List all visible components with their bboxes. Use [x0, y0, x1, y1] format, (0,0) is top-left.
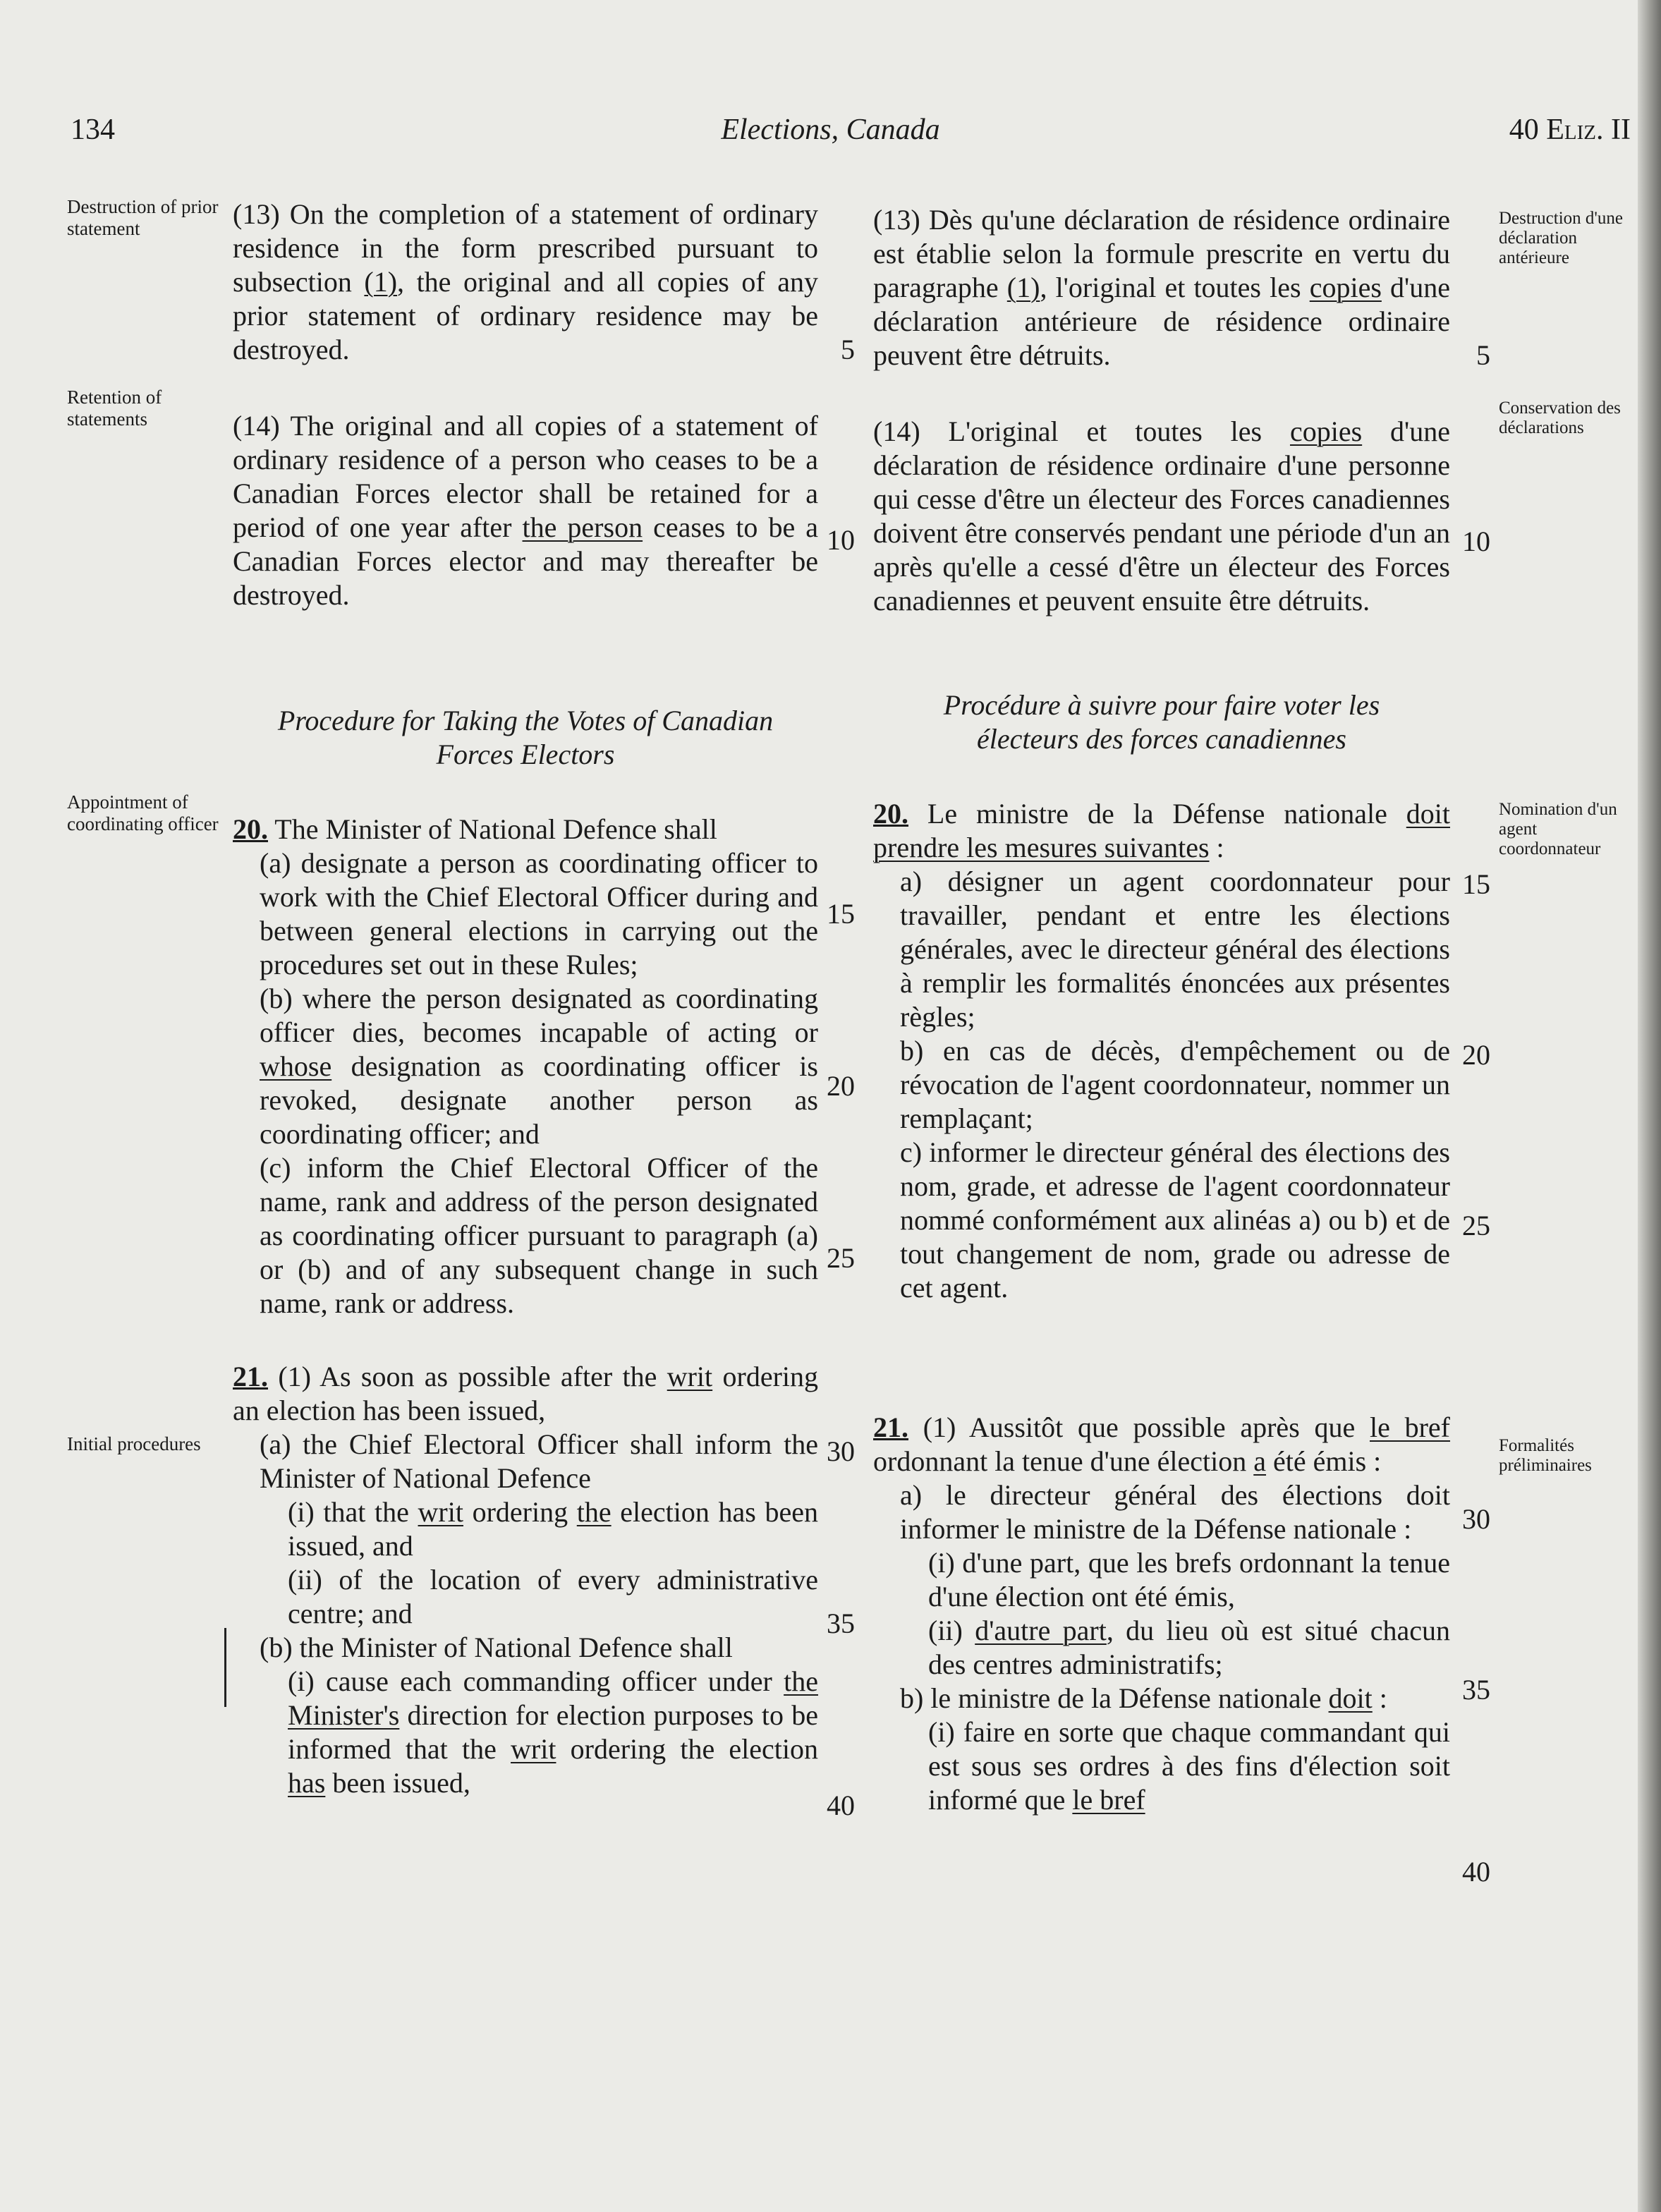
en-s21-a-i: (i) that the writ ordering the election has been issued, and	[288, 1496, 818, 1562]
fr-section-21: 21. (1) Aussitôt que possible après que le bref ordonnant la tenue d'une élection a été émis : a) le directeur général des élections doit informer le ministre de la Défense nationale : (i) d'une part, que les brefs ordonnant la tenue d'une élection ont été émis, (ii) d'autre part, du lieu où est situé chacun des centres administratifs; b) le ministre de la Défense nationale doit : (i) faire en sorte que chaque commandant qui est sous ses ordres à des fins d'élection soit informé que le bref	[873, 1411, 1451, 1816]
en-s21-b: (b) the Minister of National Defence shall	[260, 1631, 733, 1663]
en-s21-a: (a) the Chief Electoral Officer shall inform the Minister of National Defence	[260, 1428, 818, 1494]
line-number-fr: 20	[1462, 1039, 1490, 1071]
margin-note-en-initial: Initial procedures	[67, 1433, 201, 1454]
line-number-fr: 35	[1462, 1674, 1490, 1706]
en-s21-a-ii: (ii) of the location of every administrative centre; and	[288, 1564, 818, 1629]
en-s20-a: (a) designate a person as coordinating officer to work with the Chief Electoral Officer during and between general elections in carrying out the procedures set out in these Rules;	[260, 847, 818, 980]
en-s21-b-i: (i) cause each commanding officer under the Minister's direction for election purposes to be informed that the writ ordering the election has been issued,	[288, 1665, 818, 1799]
en-s20-c: (c) inform the Chief Electoral Officer of the name, rank and address of the person designated as coordinating officer pursuant to paragraph (a) or (b) and of any subsequent change in such name, rank or address.	[260, 1152, 818, 1319]
line-number-en: 40	[827, 1789, 855, 1821]
en-column	[233, 198, 818, 1800]
line-number-fr: 10	[1462, 525, 1490, 557]
line-number-en: 30	[827, 1435, 855, 1467]
en-section-21: 21. (1) As soon as possible after the writ ordering an election has been issued, (a) the Chief Electoral Officer shall inform the Minister of National Defence (i) that the writ ordering the election has been issued, and (ii) of the location of every administrative centre; and (b) the Minister of National Defence shall (i) cause each commanding officer under the Minister's direction for election purposes to be informed that the writ ordering the election has been issued,	[233, 1361, 819, 1799]
en-s20-b: (b) where the person designated as coordinating officer dies, becomes incapable of acting or whose designation as coordinating officer is revoked, designate another person as coordinating officer; and	[260, 983, 818, 1150]
change-bar	[224, 1628, 226, 1707]
margin-note-fr-nomination: Nomination d'un agent coordonnateur	[1499, 800, 1617, 858]
en-section-20: 20. The Minister of National Defence shall (a) designate a person as coordinating officer to work with the Chief Electoral Officer during and between general elections in carrying out the procedures set out in these Rules; (b) where the person designated as coordinating officer dies, becomes incapable of acting or whose designation as coordinating officer is revoked, designate another person as coordinating officer; and (c) inform the Chief Electoral Officer of the name, rank and address of the person designated as coordinating officer pursuant to paragraph (a) or (b) and of any subsequent change in such name, rank or address.	[233, 813, 818, 1319]
margin-note-fr-conservation: Conservation des déclarations	[1499, 399, 1621, 437]
margin-note-fr-formalites: Formalités préliminaires	[1499, 1436, 1592, 1475]
fr-s20-a: a) désigner un agent coordonnateur pour travailler, pendant et entre les élections générales, avec le directeur général des élections à remplir les formalités énoncées aux présentes règles;	[900, 865, 1450, 1033]
fr-subsection-14: (14) L'original et toutes les copies d'une déclaration de résidence ordinaire d'une personne qui cesse d'être un électeur des Forces canadiennes doivent être conservés pendant une période d'un an après qu'elle a cessé d'être un électeur des Forces canadiennes et peuvent ensuite être détruits.	[873, 415, 1450, 616]
en-subsection-13: (13) On the completion of a statement of ordinary residence in the form prescribed pursuant to subsection (1), the original and all copies of any prior statement of ordinary residence may be destroyed.	[233, 198, 819, 365]
fr-section-20: 20. Le ministre de la Défense nationale doit prendre les mesures suivantes : a) désigner un agent coordonnateur pour travailler, pendant et entre les élections générales, avec le directeur général des élections à remplir les formalités énoncées aux présentes règles; b) en cas de décès, d'empêchement ou de révocation de l'agent coordonnateur, nommer un remplaçant; c) informer le directeur général des élections des nom, grade, et adresse de l'agent coordonnateur nommé conformément aux alinéas a) ou b) et de tout changement de nom, grade ou adresse de cet agent.	[873, 798, 1450, 1304]
regnal-year-number: 40	[1509, 114, 1539, 146]
regnal-year-text: Eliz. II	[1546, 114, 1631, 146]
fr-s21-a: a) le directeur général des élections doit informer le ministre de la Défense nationale :	[900, 1479, 1450, 1545]
margin-note-en-destruction: Destruction of prior statement	[67, 196, 219, 239]
fr-s20-b: b) en cas de décès, d'empêchement ou de révocation de l'agent coordonnateur, nommer un remplaçant;	[900, 1035, 1450, 1134]
margin-note-en-appointment: Appointment of coordinating officer	[67, 791, 219, 834]
line-number-fr: 5	[1476, 339, 1490, 371]
line-number-en: 20	[827, 1070, 855, 1102]
fr-s21-b-i: (i) faire en sorte que chaque commandant qui est sous ses ordres à des fins d'élection soit informé que le bref	[928, 1716, 1450, 1816]
fr-s20-c: c) informer le directeur général des élections des nom, grade, et adresse de l'agent coordonnateur nommé conformément aux alinéas a) ou b) et de tout changement de nom, grade ou adresse de cet agent.	[900, 1136, 1450, 1304]
en-subsection-14: (14) The original and all copies of a statement of ordinary residence of a person who ceases to be a Canadian Forces elector shall be retained for a period of one year after the person ceases to be a Canadian Forces elector and may thereafter be destroyed.	[233, 410, 818, 611]
line-number-en: 5	[841, 334, 855, 365]
line-number-fr: 15	[1462, 868, 1490, 900]
fr-subsection-13: (13) Dès qu'une déclaration de résidence ordinaire est établie selon la formule prescrite en vertu du paragraphe (1), l'original et toutes les copies d'une déclaration antérieure de résidence ordinaire peuvent être détruits.	[873, 204, 1450, 371]
fr-heading: Procédure à suivre pour faire voter les électeurs des forces canadiennes	[943, 689, 1380, 755]
fr-s21-a-ii: (ii) d'autre part, du lieu où est situé chacun des centres administratifs;	[928, 1615, 1450, 1680]
fr-s21-b: b) le ministre de la Défense nationale doit :	[900, 1682, 1387, 1714]
binding-shadow	[1638, 0, 1661, 2212]
regnal-year	[1446, 113, 1631, 147]
line-number-fr: 40	[1462, 1856, 1490, 1888]
running-title: Elections, Canada	[721, 114, 940, 146]
en-heading: Procedure for Taking the Votes of Canadian Forces Electors	[277, 705, 774, 770]
fr-s21-a-i: (i) d'une part, que les brefs ordonnant la tenue d'une élection ont été émis,	[928, 1547, 1450, 1612]
fr-column	[873, 203, 1450, 1817]
page-number: 134	[71, 114, 115, 146]
line-number-en: 35	[827, 1608, 855, 1639]
line-number-en: 10	[827, 524, 855, 556]
line-number-fr: 30	[1462, 1503, 1490, 1535]
line-number-fr: 25	[1462, 1210, 1490, 1241]
line-number-en: 25	[827, 1242, 855, 1274]
line-number-en: 15	[827, 898, 855, 930]
margin-note-fr-destruction: Destruction d'une déclaration antérieure	[1499, 209, 1623, 267]
margin-note-en-retention: Retention of statements	[67, 387, 162, 430]
